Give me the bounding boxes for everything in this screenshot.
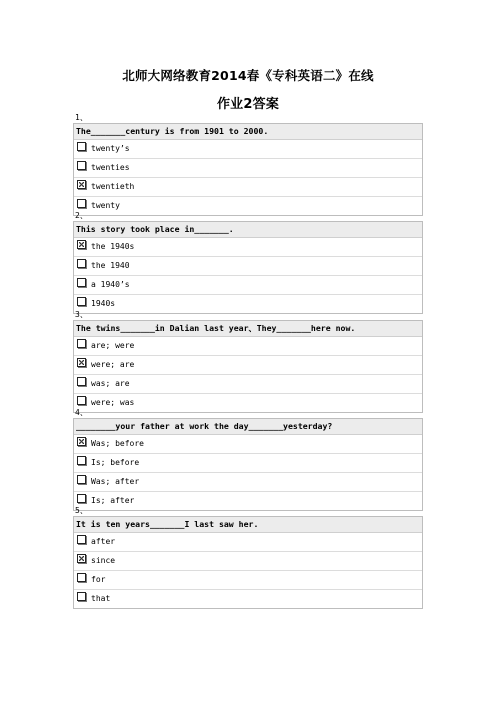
answer-option-label: twentieth — [91, 182, 135, 191]
answer-option-label: that — [91, 594, 111, 603]
question-number: 2、 — [75, 211, 88, 220]
answer-option-label: were; are — [91, 360, 135, 369]
checkbox-icon[interactable] — [77, 494, 86, 503]
question-box — [73, 418, 423, 511]
question-4 — [73, 408, 423, 511]
answer-option-label: were; was — [91, 398, 135, 407]
checkbox-icon[interactable] — [77, 396, 86, 405]
checkbox-icon[interactable] — [77, 475, 86, 484]
answer-option-label: Is; after — [91, 496, 135, 505]
checked-checkbox-icon[interactable] — [77, 437, 86, 446]
answer-option[interactable] — [74, 257, 422, 276]
question-number: 5、 — [75, 506, 88, 515]
checkbox-icon[interactable] — [77, 161, 86, 170]
answer-option[interactable] — [74, 337, 422, 356]
question-stem: This story took place in_______. — [74, 222, 422, 238]
question-stem: The_______century is from 1901 to 2000. — [74, 124, 422, 140]
checkbox-icon[interactable] — [77, 199, 86, 208]
answer-option-label: the 1940s — [91, 242, 135, 251]
checkbox-icon[interactable] — [77, 592, 86, 601]
answer-option[interactable] — [74, 140, 422, 159]
answer-option[interactable] — [74, 435, 422, 454]
question-box — [73, 320, 423, 413]
question-box — [73, 221, 423, 314]
answer-option-label: are; were — [91, 341, 135, 350]
question-stem: The twins_______in Dalian last year、They_______here now. — [74, 321, 422, 337]
checkbox-icon[interactable] — [77, 339, 86, 348]
answer-option-label: twenty — [91, 201, 120, 210]
answer-option[interactable] — [74, 178, 422, 197]
question-box — [73, 516, 423, 609]
answer-option-label: 1940s — [91, 299, 116, 308]
question-number: 3、 — [75, 310, 88, 319]
answer-option[interactable] — [74, 454, 422, 473]
checkbox-icon[interactable] — [77, 142, 86, 151]
answer-option-label: a 1940’s — [91, 280, 130, 289]
answer-option-label: since — [91, 556, 116, 565]
answer-option-label: Is; before — [91, 458, 140, 467]
document-subtitle: 作业2答案 — [216, 97, 280, 112]
checkbox-icon[interactable] — [77, 456, 86, 465]
answer-option[interactable] — [74, 473, 422, 492]
question-5 — [73, 506, 423, 609]
checkbox-icon[interactable] — [77, 573, 86, 582]
question-2 — [73, 211, 423, 314]
answer-option-label: twenty’s — [91, 144, 130, 153]
answer-option-label: twenties — [91, 163, 130, 172]
answer-option[interactable] — [74, 590, 422, 608]
checkbox-icon[interactable] — [77, 278, 86, 287]
answer-option-label: Was; before — [91, 439, 144, 448]
answer-option[interactable] — [74, 375, 422, 394]
answer-option-label: the 1940 — [91, 261, 130, 270]
checkbox-icon[interactable] — [77, 297, 86, 306]
answer-option[interactable] — [74, 533, 422, 552]
checked-checkbox-icon[interactable] — [77, 358, 86, 367]
answer-option-label: after — [91, 537, 116, 546]
answer-option[interactable] — [74, 356, 422, 375]
question-number: 4、 — [75, 408, 88, 417]
question-stem: It is ten years_______I last saw her. — [74, 517, 422, 533]
answer-option[interactable] — [74, 571, 422, 590]
checkbox-icon[interactable] — [77, 535, 86, 544]
question-stem: ________your father at work the day_______yesterday? — [74, 419, 422, 435]
checkbox-icon[interactable] — [77, 377, 86, 386]
question-box — [73, 123, 423, 216]
answer-option-label: was; are — [91, 379, 130, 388]
question-3 — [73, 310, 423, 413]
answer-option-label: for — [91, 575, 106, 584]
question-number: 1、 — [75, 113, 88, 122]
checked-checkbox-icon[interactable] — [77, 554, 86, 563]
answer-option[interactable] — [74, 552, 422, 571]
checked-checkbox-icon[interactable] — [77, 180, 86, 189]
document-title: 北师大网络教育2014春《专科英语二》在线 — [122, 68, 374, 83]
checkbox-icon[interactable] — [77, 259, 86, 268]
answer-option[interactable] — [74, 238, 422, 257]
answer-option-label: Was; after — [91, 477, 140, 486]
answer-option[interactable] — [74, 276, 422, 295]
answer-option[interactable] — [74, 159, 422, 178]
checked-checkbox-icon[interactable] — [77, 240, 86, 249]
question-1 — [73, 113, 423, 216]
